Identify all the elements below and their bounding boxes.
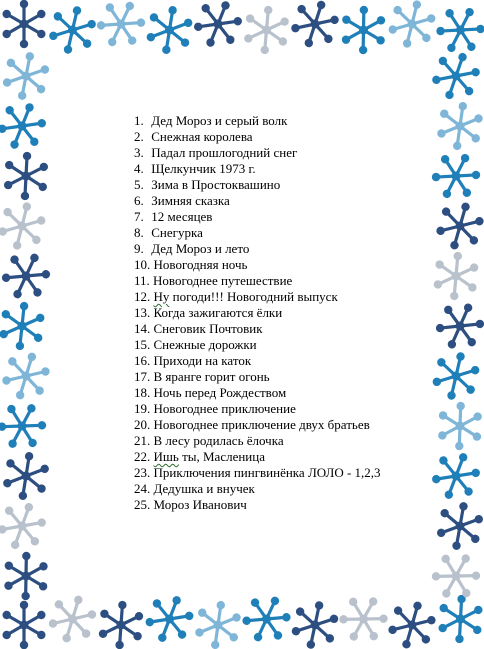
list-item-number: 25. [134, 497, 151, 512]
list-item [134, 369, 424, 385]
list-item-title: В лесу родилась ёлочка [153, 433, 284, 448]
cartoon-list [134, 113, 424, 513]
list-item [134, 481, 424, 497]
snowflake-icon [432, 250, 479, 302]
snowflake-icon [428, 46, 484, 106]
snowflake-icon [243, 4, 290, 56]
list-item-number: 17. [134, 369, 151, 384]
snowflake-icon [4, 551, 48, 600]
snowflake-icon [98, 599, 144, 649]
list-item-title: Зима в Простоквашино [151, 177, 281, 192]
snowflake-icon [0, 347, 54, 406]
list-item-title: Когда зажигаются ёлки [153, 305, 283, 320]
snowflake-icon [438, 401, 483, 451]
list-item-number: 18. [134, 385, 151, 400]
list-item [134, 273, 424, 289]
list-item-number: 24. [134, 481, 151, 496]
snowflake-icon [144, 3, 194, 58]
snowflake-icon [430, 295, 484, 357]
snowflake-icon [385, 0, 438, 53]
list-item [134, 289, 424, 305]
list-item-title: Щелкунчик 1973 г. [151, 161, 256, 176]
list-item-title: Ночь перед Рождеством [153, 385, 287, 400]
snowflake-icon [141, 589, 199, 649]
list-item-number: 9. [134, 241, 144, 256]
list-item [134, 497, 424, 513]
list-item [134, 241, 424, 257]
list-item [134, 145, 424, 161]
list-item-number: 1. [134, 113, 144, 128]
snowflake-icon [0, 48, 51, 104]
list-item-title: В яранге горит огонь [153, 369, 270, 384]
snowflake-icon [45, 590, 100, 649]
snowflake-icon [333, 587, 394, 649]
snowflake-icon [237, 588, 296, 649]
list-item-title: Ну погоди!!! Новогодний выпуск [153, 289, 338, 304]
list-item-number: 13. [134, 305, 151, 320]
snowflake-icon [91, 0, 151, 55]
snowflake-icon [0, 197, 49, 254]
list-item [134, 321, 424, 337]
snowflake-icon [0, 395, 52, 458]
list-item [134, 129, 424, 145]
list-item-title: Снеговик Почтовик [153, 321, 263, 336]
list-item-number: 6. [134, 193, 144, 208]
list-item [134, 257, 424, 273]
list-item-number: 5. [134, 177, 144, 192]
list-item-number: 15. [134, 337, 151, 352]
list-item [134, 161, 424, 177]
snowflake-icon [46, 2, 99, 59]
snowflake-icon [438, 594, 484, 645]
list-item-number: 14. [134, 321, 151, 336]
snowflake-icon [385, 596, 440, 649]
list-item-title: Приходи на каток [153, 353, 252, 368]
list-item-number: 20. [134, 417, 151, 432]
list-item-number: 16. [134, 353, 151, 368]
snowflake-icon [0, 300, 46, 353]
list-item [134, 353, 424, 369]
snowflake-icon [0, 496, 50, 556]
list-item [134, 385, 424, 401]
list-item-number: 22. [134, 449, 151, 464]
list-item-title: Снежные дорожки [153, 337, 257, 352]
list-item-number: 12. [134, 289, 151, 304]
list-item-number: 8. [134, 225, 144, 240]
list-item-title: 12 месяцев [151, 209, 213, 224]
list-item-title: Дед Мороз и серый волк [151, 113, 288, 128]
list-item-number: 21. [134, 433, 151, 448]
snowflake-icon [2, 601, 45, 649]
snowflake-icon [342, 5, 386, 54]
list-item-number: 23. [134, 465, 151, 480]
list-item [134, 449, 424, 465]
list-item [134, 401, 424, 417]
list-item-title: Новогоднее путешествие [153, 273, 293, 288]
list-item-number: 3. [134, 145, 144, 160]
list-item-number: 2. [134, 129, 144, 144]
list-item-title: Дед Мороз и лето [151, 241, 250, 256]
snowflake-icon [193, 598, 242, 649]
list-item-title: Новогоднее приключение [153, 401, 296, 416]
list-item-title: Снегурка [151, 225, 203, 240]
list-item [134, 417, 424, 433]
list-item-number: 7. [134, 209, 144, 224]
list-item [134, 177, 424, 193]
list-item-title: Дедушка и внучек [153, 481, 255, 496]
snowflake-icon [430, 348, 483, 405]
list-item-title: Снежная королева [151, 129, 253, 144]
list-item-title: Приключения пингвинёнка ЛОЛО - 1,2,3 [153, 465, 381, 480]
snowflake-icon [1, 449, 51, 504]
list-item-number: 19. [134, 401, 151, 416]
snowflake-icon [289, 597, 341, 649]
list-item-title: Мороз Иванович [153, 497, 247, 512]
list-item [134, 305, 424, 321]
snowflake-icon [425, 544, 484, 607]
snowflake-icon [287, 0, 343, 54]
list-item [134, 113, 424, 129]
snowflake-icon [426, 145, 484, 208]
list-item [134, 337, 424, 353]
list-item [134, 433, 424, 449]
list-item-title: Падал прошлогодний снег [151, 145, 298, 160]
list-item-title: Новогодняя ночь [153, 257, 248, 272]
snowflake-icon [0, 96, 51, 157]
snowflake-icon [427, 446, 484, 507]
snowflake-icon [189, 0, 247, 54]
list-item [134, 465, 424, 481]
snowflake-icon [435, 99, 484, 153]
snowflake-icon [433, 197, 484, 255]
snowflake-icon [435, 498, 484, 553]
snowflake-icon [0, 245, 56, 307]
list-item [134, 225, 424, 241]
list-item-title: Ишь ты, Масленица [153, 449, 265, 464]
list-item-number: 11. [134, 273, 150, 288]
list-item [134, 193, 424, 209]
snowflake-icon [3, 151, 49, 202]
list-item-number: 10. [134, 257, 151, 272]
snowflake-icon [430, 0, 484, 61]
snowflake-icon [2, 0, 45, 48]
list-item-number: 4. [134, 161, 144, 176]
list-item-title: Зимняя сказка [151, 193, 230, 208]
list-item [134, 209, 424, 225]
list-item-title: Новогоднее приключение двух братьев [153, 417, 370, 432]
